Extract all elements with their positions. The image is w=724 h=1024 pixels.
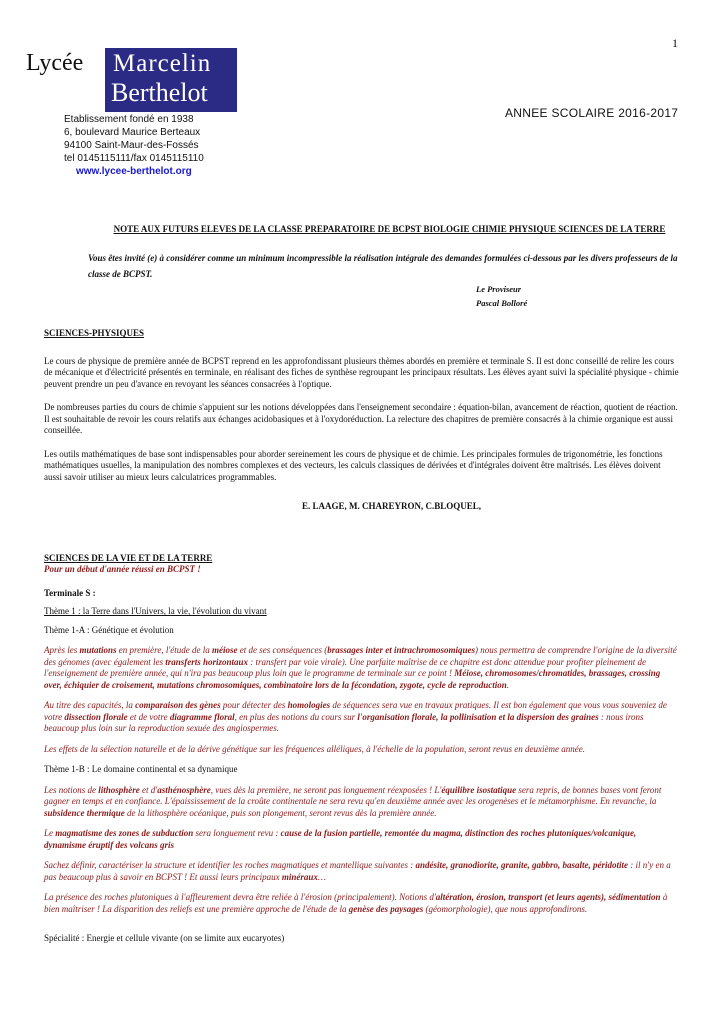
physics-authors: E. LAAGE, M. CHAREYRON, C.BLOQUEL,: [301, 501, 481, 511]
logo-word-marcelin: Marcelin: [113, 50, 212, 77]
page-number: 1: [672, 36, 678, 50]
svt-paragraph: Les notions de lithosphère et d'asthénosphère, vues dès la première, ne seront pas longuement réexposées ! L'équilibre isostatique sera repris, de bonnes bases vont feront gagner en temps et en confiance. L'épaississement de la croûte continentale ne sera revu qu'en deuxième année avec les orogenèses et le métamorphisme. En revanche, la subsidence thermique de la lithosphère océanique, puis son plongement, seront revus dès la première année.: [44, 784, 662, 818]
signature-name: Pascal Bolloré: [476, 298, 528, 308]
theme-heading: Thème 1-A : Génétique et évolution: [44, 624, 174, 635]
specialite-heading: Spécialité : Energie et cellule vivante (on se limite aux eucaryotes): [44, 933, 285, 943]
physics-paragraph: De nombreuses parties du cours de chimie s'appuient sur les notions développées dans l'enseignement secondaire : équation-bilan, avancement de réaction, quotient de réaction. Il est souhaitable de revoir les cours relatifs aux échanges acidobasiques et à l'oxydoréduction. La relecture des chapitres de première consacrés à la chimie organique est aussi conseillée.: [44, 402, 678, 435]
theme-heading: Thème 1 : la Terre dans l'Univers, la vie, l'évolution du vivant: [44, 606, 267, 616]
address-line: tel 0145115111/fax 0145115110: [64, 153, 204, 164]
school-year: ANNEE SCOLAIRE 2016-2017: [505, 106, 679, 120]
school-address: [64, 113, 204, 178]
svt-paragraph: La présence des roches plutoniques à l'affleurement devra être reliée à l'érosion (principalement). Notions d'altération, érosion, transport (et leurs agents), sédimentation à bien maîtriser ! La disparition des reliefs est une première approche de l'étude de la genèse des paysages (géomorphologie), que nous approfondirons.: [44, 892, 668, 914]
logo-box: [105, 48, 237, 112]
document-body: [44, 222, 679, 945]
intro-text: Vous êtes invité (e) à considérer comme un minimum incompressible la réalisation intégrale des demandes formulées ci-dessous par les divers professeurs de la classe de BCPST.: [88, 253, 678, 279]
address-line: 6, boulevard Maurice Berteaux: [64, 127, 201, 138]
terminale-heading: Terminale S :: [44, 587, 96, 598]
signature-role: Le Proviseur: [476, 284, 522, 294]
website-link[interactable]: www.lycee-berthelot.org: [76, 166, 192, 177]
svt-paragraph: Les effets de la sélection naturelle et de la dérive génétique sur les fréquences alléliques, à l'échelle de la population, seront revus en deuxième année.: [44, 743, 586, 754]
svt-subheading: Pour un début d'année réussi en BCPST !: [44, 564, 201, 574]
svt-paragraph: Après les mutations en première, l'étude de la méiose et de ses conséquences (brassages inter et intrachromosomiques) nous permettra de comprendre l'origine de la diversité des génomes (avec également les transferts horizontaux : transfert par voie virale). Une parfaite maîtrise de ce chapitre est donc attendue pour profiter pleinement de l'enseignement de première année, qui n'ira pas beaucoup plus loin que le programme de terminale sur ce point ! Méiose, chromosomes/chromatides, brassages, crossing over, échiquier de croisement, mutations chromosomiques, combinatoire lors de la fécondation, zygote, cycle de reproduction.: [44, 645, 677, 690]
physics-heading: SCIENCES-PHYSIQUES: [44, 328, 145, 338]
physics-paragraph: Le cours de physique de première année de BCPST reprend en les approfondissant plusieurs thèmes abordés en première et terminale S. Il est donc conseillé de relire les cours de mécanique et d'électricité présentés en terminale, en réalisant des fiches de synthèse regroupant les principaux résultats. Les élèves ayant suivi la spécialité physique - chimie peuvent prendre un peu d'avance en revoyant les séances consacrées à l'optique.: [44, 355, 679, 389]
address-line: 94100 Saint-Maur-des-Fossés: [64, 140, 199, 151]
document-title: NOTE AUX FUTURS ELEVES DE LA CLASSE PREPARATOIRE DE BCPST BIOLOGIE CHIMIE PHYSIQUE SCIENCES DE LA TERRE: [113, 224, 666, 234]
svt-heading: SCIENCES DE LA VIE ET DE LA TERRE: [44, 552, 213, 563]
physics-paragraph: Les outils mathématiques de base sont indispensables pour aborder sereinement les cours de physique et de chimie. Les principales formules de trigonométrie, les fonctions mathématiques usuelles, la manipulation des nombres complexes et des vecteurs, les calculs classiques de dérivées et d'intégrales doivent être maîtrisés. Les élèves doivent aussi savoir utiliser au mieux leurs calculatrices programmables.: [44, 448, 663, 482]
logo-word-lycee: Lycée: [26, 50, 84, 76]
svt-paragraph: Sachez définir, caractériser la structure et identifier les roches magmatiques et mantellique suivantes : andésite, granodiorite, granite, gabbro, basalte, péridotite : il n'y en a pas beaucoup plus à savoir en BCPST ! Et aussi leurs principaux minéraux…: [44, 860, 671, 882]
svt-paragraph: Au titre des capacités, la comparaison des gènes pour détecter des homologies de séquences sera vue en travaux pratiques. Il est bon également que vous vous souveniez de votre dissection florale et de votre diagramme floral, en plus des notions du cours sur l'organisation florale, la pollinisation et la dispersion des graines : nous irons beaucoup plus loin sur la reproduction sexuée des angiospermes.: [44, 700, 667, 733]
address-line: Etablissement fondé en 1938: [64, 114, 194, 125]
logo-word-berthelot: Berthelot: [111, 78, 208, 107]
theme-heading: Thème 1-B : Le domaine continental et sa dynamique: [44, 764, 238, 774]
svt-paragraph: Le magmatisme des zones de subduction sera longuement revu : cause de la fusion partielle, remontée du magma, distinction des roches plutoniques/volcanique, dynamisme éruptif des volcans gris: [44, 828, 637, 850]
